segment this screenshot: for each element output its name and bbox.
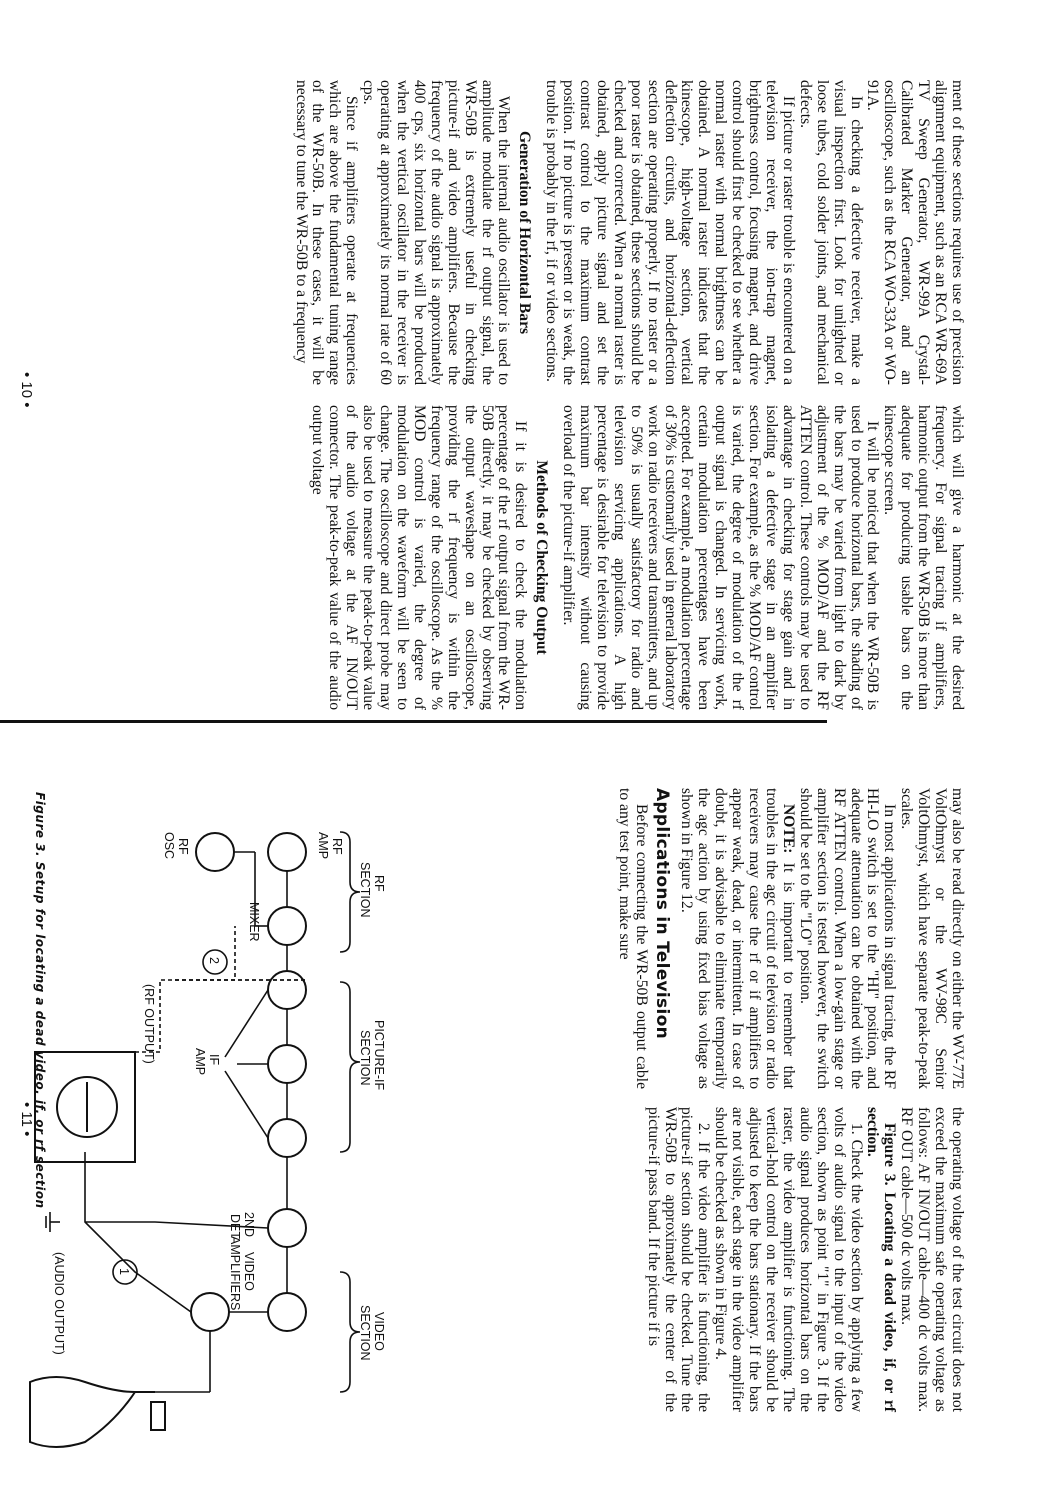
paragraph-body: It is important to remember that troubles in the agc circuit of television or radio receivers may cause the rf or if amplifiers to appear weak, dead, or intermittent. In case of doubt, it is advisable to eliminate temporarily the agc action by using fixed bias voltage as shown in Figure 12. [678, 788, 797, 1089]
video-amp-stage-1 [268, 1293, 306, 1331]
paragraph-lead: NOTE: [779, 804, 797, 854]
paragraph: 2. If the video amplifier is functioning, the picture-if section should be checked. Tune the WR-50B to approximately the center of the picture-if pass band. If the picture if is [644, 1107, 713, 1412]
rf-amp-label-1: RF [330, 838, 344, 855]
section-heading-large: Applications in Television [651, 788, 672, 1039]
paragraph-lead: Figure 3. Locating a dead video, if, or rf section. [864, 1107, 899, 1412]
paragraph: may also be read directly on either the WV-77E VoltOhmyst or the WV-98C Senior VoltOhmyst, which have separate peak-to-peak scales. [898, 788, 966, 1089]
left-page-column-2 [309, 405, 965, 710]
audio-output-label: (AUDIO OUTPUT) [52, 1252, 66, 1355]
page-fold-rule [0, 720, 827, 723]
page-number-11: • 11 • [18, 1102, 35, 1137]
picture-if-section-label-1: PICTURE-IF [372, 1020, 386, 1091]
paragraph: which will give a harmonic at the desired frequency. For signal tracing if amplifiers, harmonic output from the WR-50B is more than adequate for producing usable bars on the kinescope screen. [881, 405, 966, 710]
video-section-label-1: VIDEO [372, 1312, 386, 1351]
paragraph: 1. Check the video section by applying a few volts of audio signal to the input of the video section, shown as point "1" in Figure 3. If the audio signal produces horizontal bars on the raster, the video amplifier is functioning. The vertical-hold control on the receiver should be adjusted to keep the bars stationary. If the bars are not visible, each stage in the video amplifier should be checked as shown in Figure 4. [712, 1107, 865, 1412]
paragraph: If it is desired to check the modulation percentage of the rf output signal from the WR-50B directly, it may be checked by observing the output waveshape on an oscilloscope, providing the rf frequency is within the frequency range of the oscilloscope. As the % MOD control is varied, the degree of modulation on the waveform will be seen to change. The oscilloscope and direct probe may also be used to measure the peak-to-peak value of the audio voltage at the AF IN/OUT connector. The peak-to-peak value of the audio output voltage [309, 405, 530, 710]
if-amp-stage-2 [268, 1045, 306, 1083]
rf-osc-label-2: OSC [162, 832, 176, 860]
figure-3-diagram [0, 752, 555, 1503]
page-number-10: • 10 • [18, 372, 35, 408]
if-amp-stage-1 [268, 971, 306, 1009]
paragraph: When the internal audio oscillator is used to amplitude modulate the rf output signal, the WR-50B is extremely useful in checking picture-if and video amplifiers. Because the frequency of the audio signal is approximately 400 cps, six horizontal bars will be produced when the vertical oscillator in the receiver is operating at approximately its normal rate of 60 cps. [360, 80, 513, 385]
if-amp-label-2: AMP [193, 1048, 207, 1076]
if-amp-stage-3 [268, 1119, 306, 1157]
video-section-bracket [340, 1272, 360, 1392]
kinescope-tube [30, 1377, 165, 1447]
section-heading: Methods of Checking Output [533, 460, 551, 655]
second-det-label-1: 2ND [242, 1212, 256, 1238]
right-page-column-2 [644, 1107, 965, 1412]
mixer-stage [268, 907, 306, 945]
video-amplifiers-label-1: VIDEO [242, 1252, 256, 1291]
rf-output-label: (RF OUTPUT) [142, 984, 156, 1064]
point-2-label: 2 [207, 957, 221, 964]
paragraph: ment of these sections requires use of precision alignment equipment, such as an RCA WR-69A TV Sweep Generator, WR-99A Crystal-Calibrated Marker Generator, and an oscilloscope, such as the RCA WO-33A or WO-91A. [864, 80, 966, 385]
video-amplifiers-label-2: AMPLIFIERS [228, 1236, 242, 1311]
figure-3-caption: Figure 3. Setup for locating a dead video, if, or rf section [33, 792, 47, 1209]
video-section-label-2: SECTION [358, 1305, 372, 1361]
if-amp-label-1: IF [207, 1054, 221, 1066]
rf-section-label-1: RF [372, 875, 386, 892]
page-11 [0, 752, 1045, 1503]
second-det-label-2: DET [228, 1214, 242, 1239]
mixer-label: MIXER [247, 902, 261, 942]
right-page-column-1 [615, 788, 965, 1089]
rf-osc-label-1: RF [176, 838, 190, 855]
wr-50b-instrument [35, 1052, 135, 1162]
paragraph: If picture or raster trouble is encountered on a television receiver, the ion-trap magnet, brightness control, focusing magnet, and drive control should first be checked to see whether a normal raster with normal brightness can be obtained. A normal raster indicates that the kinescope, high-voltage section, vertical deflection circuits, and horizontal-deflection section are operating properly. If no raster or a poor raster is obtained, these sections should be checked and corrected. When a normal raster is obtained, apply picture signal and set the contrast control to the maximum contrast position. If no picture is present or is weak, the trouble is probably in the rf, if or video sections. [543, 80, 797, 385]
paragraph: Before connecting the WR-50B output cable to any test point, make sure [615, 788, 650, 1089]
picture-if-section-label-2: SECTION [358, 1030, 372, 1086]
point-1-label: 1 [117, 1268, 131, 1275]
left-page-column-1 [292, 80, 965, 385]
rf-section-label-2: SECTION [358, 862, 372, 918]
rf-amp-label-2: AMP [316, 832, 330, 860]
paragraph: the operating voltage of the test circuit does not exceed the maximum safe operating voltage as follows: AF IN/OUT cable—400 dc volts max. RF OUT cable—500 dc volts max. [898, 1107, 966, 1412]
paragraph: In checking a defective receiver, make a visual inspection first. Look for unlighted or loose tubes, cold solder joints, and mechanical defects. [796, 80, 865, 385]
second-det-stage [268, 1209, 306, 1247]
rf-amp-stage [268, 833, 306, 871]
video-amp-stage-2 [191, 1293, 229, 1331]
paragraph [864, 1107, 898, 1412]
paragraph [678, 788, 796, 1089]
paragraph: Since if amplifiers operate at frequencies which are above the fundamental tuning range of the WR-50B. In these cases, it will be necessary to tune the WR-50B to a frequency [292, 80, 361, 385]
section-heading: Generation of Horizontal Bars [516, 130, 534, 335]
paragraph: In most applications in signal tracing, the RF HI-LO switch is set to the "HI" position, and adequate attenuation can be obtained with the RF ATTEN control. When a low-gain stage or amplifier section is tested however, the switch should be set to the "LO" position. [796, 788, 899, 1089]
paragraph: It will be noticed that when the WR-50B is used to produce horizontal bars, the shading of the bars may be varied from light to dark by adjustment of the % MOD/AF and the RF ATTEN control. These controls may be used to advantage in checking for stage gain and in isolating a defective stage in an amplifier section. For example, as the % MOD/AF control is varied, the degree of modulation of the rf output signal is changed. In servicing work, certain modulation percentages have been accepted. For example, a modulation percentage of 30% is customarily used in general laboratory work on radio receivers and transmitters, and up to 50% is usually satisfactory for radio and television servicing applications. A high percentage is desirable for television to provide maximum bar intensity without causing overload of the picture-if amplifier. [560, 405, 882, 710]
picture-if-section-bracket [340, 982, 360, 1152]
block-diagram-svg [0, 752, 555, 1503]
rf-osc-stage [196, 833, 234, 871]
